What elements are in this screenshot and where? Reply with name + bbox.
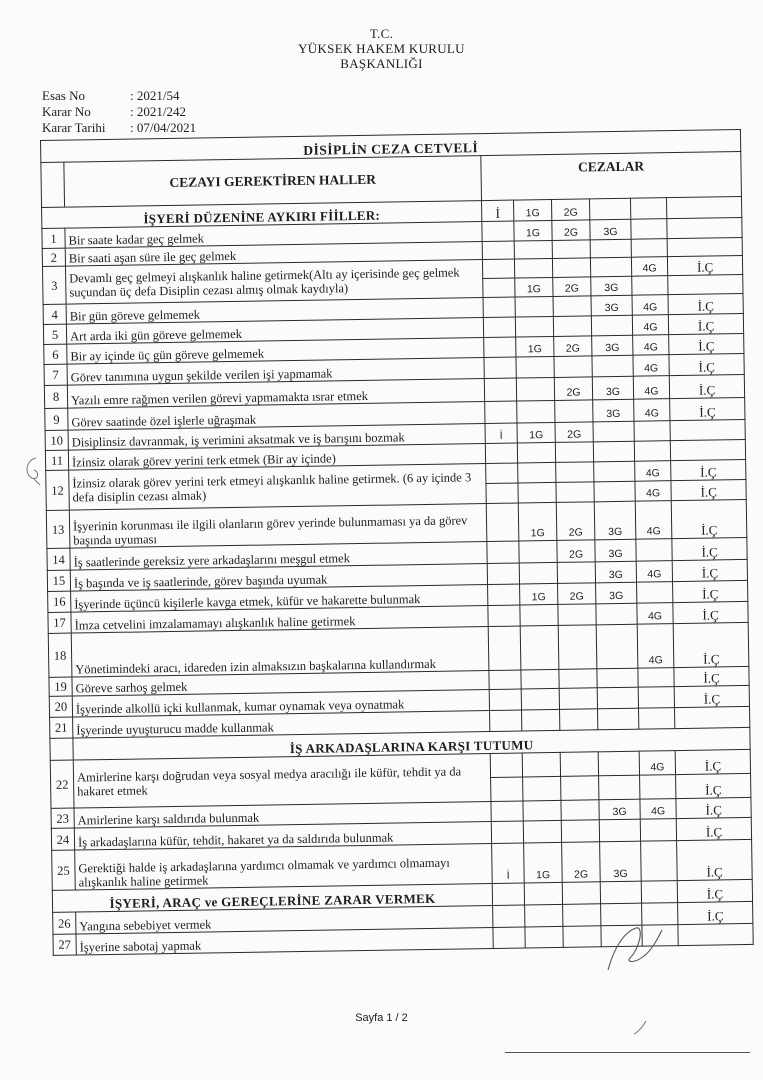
meta-value: : 07/04/2021	[130, 120, 197, 135]
penalty-cell: 3G	[594, 501, 636, 540]
penalty-cell	[482, 241, 514, 260]
penalty-cell: İ.Ç	[676, 817, 751, 840]
penalty-cell	[594, 481, 635, 502]
row-number: 17	[48, 612, 71, 633]
penalty-cell: 2G	[562, 842, 601, 883]
penalty-cell: 4G	[632, 295, 668, 316]
row-number: 4	[43, 304, 66, 324]
penalty-cell	[515, 296, 553, 317]
penalty-cell: 3G	[591, 295, 632, 316]
row-description: Yangına sebebiyet vermek	[76, 905, 493, 934]
penalty-cell: İ.Ç	[673, 580, 748, 602]
penalty-cell	[519, 540, 557, 563]
penalty-cell	[560, 709, 598, 731]
penalty-cell	[484, 337, 516, 358]
penalty-cell: 2G	[554, 336, 592, 357]
penalty-cell: İ.Ç	[671, 479, 746, 500]
row-number: 26	[53, 912, 76, 934]
penalty-cell	[483, 297, 515, 318]
penalty-cell	[631, 219, 667, 240]
penalty-cell	[561, 776, 599, 801]
row-description: Gerektiği halde iş arkadaşlarına yardımcı olmamak ve yardımcı olmamayı alışkanlık haline getirmek	[75, 843, 493, 890]
penalty-cell: 2G	[558, 583, 596, 605]
meta-esas	[42, 88, 196, 104]
penalty-cell: İ.Ç	[674, 666, 749, 686]
penalty-cell: 1G	[514, 220, 552, 241]
row-number: 27	[53, 934, 76, 955]
penalty-cell	[554, 356, 592, 378]
handwritten-signature	[600, 918, 670, 978]
meta-karar-tarihi	[42, 120, 196, 136]
row-number: 6	[44, 344, 67, 364]
row-description: İşyerinde uyuşturucu madde kullanmak	[73, 711, 490, 739]
penalty-cell: 4G	[635, 501, 672, 540]
row-number: 20	[49, 696, 72, 717]
penalty-cell	[487, 541, 519, 563]
row-number: 12	[46, 470, 70, 510]
column-header-cases: CEZAYI GEREKTİREN HALLER	[64, 156, 482, 208]
penalty-cell	[522, 709, 560, 731]
penalty-cell: İ.Ç	[672, 559, 747, 581]
penalty-cell: İ.Ç	[668, 313, 743, 334]
penalty-cell: 4G	[635, 461, 671, 482]
meta-label: Karar No	[42, 104, 91, 119]
penalty-cell: 4G	[640, 799, 676, 820]
penalty-cell	[666, 196, 741, 218]
meta-label: Esas No	[42, 88, 85, 103]
penalty-cell: 3G	[592, 335, 633, 356]
penalty-cell: 4G	[631, 257, 667, 277]
penalty-cell: İ	[492, 843, 525, 883]
row-number: 9	[45, 408, 68, 430]
penalty-cell: 4G	[634, 399, 670, 422]
penalty-cell	[487, 563, 519, 585]
row-number: 14	[47, 548, 70, 570]
row-number: 25	[52, 850, 76, 890]
header-tc: T.C.	[369, 26, 394, 41]
penalty-cell	[600, 881, 641, 904]
penalty-cell	[486, 503, 519, 541]
penalty-cell: 2G	[557, 540, 595, 563]
penalty-cell	[515, 316, 553, 337]
penalty-cell: 4G	[639, 751, 675, 776]
row-number: 16	[48, 591, 71, 612]
penalty-cell: 3G	[600, 841, 642, 882]
penalty-cell	[599, 819, 640, 842]
row-description: Bir ay içinde üç gün göreve gelmemek	[67, 338, 484, 365]
penalty-cell	[561, 820, 599, 843]
penalty-cell	[490, 710, 522, 732]
penalty-cell	[641, 881, 677, 904]
penalty-cell	[489, 689, 521, 711]
penalty-cell	[596, 603, 637, 625]
penalty-cell	[514, 258, 552, 278]
row-description: İzinsiz olarak görev yerini terk etmeyi alışkanlık haline getirmek. (6 ay içinde 3 defa disiplin cezası almak)	[69, 464, 487, 511]
penalty-cell	[482, 259, 514, 279]
penalty-cell	[483, 278, 515, 298]
penalty-cell: İ.Ç	[671, 499, 747, 538]
row-description: Art arda iki gün göreve gelmemek	[66, 318, 483, 345]
penalty-cell	[562, 882, 600, 905]
penalty-cell: 1G	[514, 199, 552, 221]
penalty-cell: İ.Ç	[677, 839, 753, 880]
page-number: Sayfa 1 / 2	[355, 1012, 408, 1024]
penalty-cell	[558, 625, 597, 670]
penalty-cell	[597, 687, 638, 709]
penalty-cell	[483, 317, 515, 338]
penalty-cell: İ.Ç	[674, 685, 749, 707]
row-number: 13	[46, 510, 70, 548]
row-description: Yönetimindeki aracı, idareden izin almaksızın başkalarına kullandırmak	[71, 627, 489, 678]
penalty-cell	[561, 800, 599, 821]
penalty-cell: İ.Ç	[669, 353, 744, 375]
penalty-cell	[667, 237, 742, 256]
penalty-cell	[674, 706, 749, 728]
penalty-cell: İ.Ç	[673, 601, 748, 623]
penalty-cell	[598, 751, 639, 776]
penalty-cell	[590, 257, 631, 277]
row-description: İşyerinin korunması ile ilgili olanların görev yerinde bulunmaması ya da görev başında uyuması	[69, 504, 487, 549]
penalty-cell: 3G	[596, 582, 637, 604]
penalty-cell: 2G	[553, 277, 591, 297]
row-description: İşyerinde alkollü içki kullanmak, kumar oynamak veya oynatmak	[72, 690, 489, 718]
penalty-cell	[492, 883, 524, 905]
row-description: İşyerinde üçüncü kişilerle kavga etmek, küfür ve hakarette bulunmak	[71, 585, 488, 613]
penalty-cell	[556, 462, 594, 483]
row-number: 23	[51, 808, 74, 828]
penalty-cell	[482, 221, 514, 242]
table-title: DİSİPLİN CEZA CETVELİ	[41, 129, 741, 162]
row-number: 22	[50, 760, 74, 808]
penalty-cell	[485, 401, 517, 423]
section-heading: İŞYERİ, ARAÇ ve GEREÇLERİNE ZARAR VERMEK	[52, 883, 492, 912]
penalty-cell	[634, 441, 670, 462]
penalty-cell: İ.Ç	[667, 255, 742, 275]
penalty-cell: 4G	[637, 624, 674, 669]
penalty-cell	[598, 708, 639, 730]
row-number: 10	[45, 430, 68, 450]
penalty-cell	[517, 442, 555, 463]
penalty-cell: İ.Ç	[673, 622, 749, 667]
penalty-cell: 1G	[516, 336, 554, 357]
penalty-cell	[634, 421, 670, 442]
penalty-cell	[640, 775, 676, 800]
penalty-cell	[518, 462, 556, 483]
penalty-cell	[631, 239, 667, 258]
penalty-cell	[518, 482, 556, 503]
row-description: İmza cetvelini imzalamamayı alışkanlık haline getirmek	[71, 606, 488, 634]
penalty-cell: İ.Ç	[672, 537, 747, 560]
penalty-cell	[520, 604, 558, 626]
penalty-cell	[491, 801, 523, 822]
handwritten-mark	[22, 452, 46, 488]
penalty-cell: 4G	[633, 355, 669, 377]
penalty-cell	[593, 421, 634, 442]
penalty-cell	[667, 217, 742, 238]
penalty-cell: İ.Ç	[671, 459, 746, 480]
penalty-cell: 1G	[518, 502, 557, 541]
penalty-cell: 3G	[591, 276, 632, 296]
penalty-cell: İ.Ç	[678, 901, 753, 924]
penalty-cell: 1G	[524, 842, 563, 883]
row-description: Bir saati aşan süre ile geç gelmek	[65, 242, 482, 267]
penalty-cell: İ.Ç	[670, 397, 745, 420]
row-number: 8	[44, 385, 67, 408]
penalty-cell	[520, 625, 559, 670]
penalty-cell	[484, 357, 516, 379]
column-header-penalties: CEZALAR	[481, 151, 742, 200]
penalty-cell: 1G	[515, 277, 553, 297]
case-meta	[42, 88, 196, 136]
penalty-cell	[637, 582, 673, 604]
penalty-cell: 3G	[590, 219, 631, 240]
row-description: İzinsiz olarak görev yerini terk etmek (Bir ay içinde)	[68, 444, 485, 471]
penalty-cell: 3G	[595, 539, 636, 562]
penalty-cell	[640, 819, 676, 842]
penalty-cell: 2G	[552, 220, 590, 241]
penalty-cell	[670, 419, 745, 440]
penalty-cell	[630, 198, 666, 220]
penalty-cell	[553, 316, 591, 337]
penalty-cell: 4G	[637, 603, 673, 625]
penalty-cell: 4G	[633, 335, 669, 356]
row-description: Göreve sarhoş gelmek	[72, 671, 489, 697]
penalty-cell	[486, 483, 518, 504]
penalty-cell	[488, 584, 520, 606]
row-description: Disiplinsiz davranmak, iş verimini aksatmak ve iş barışını bozmak	[68, 424, 485, 451]
penalty-cell	[670, 439, 745, 460]
penalty-cell	[493, 927, 525, 949]
penalty-cell: İ.Ç	[669, 333, 744, 354]
penalty-cell	[636, 539, 672, 562]
penalty-cell	[596, 624, 638, 669]
row-description: Amirlerine karşı doğrudan veya sosyal medya aracılığı ile küfür, tehdit ya da hakaret etmek	[73, 754, 491, 809]
penalty-cell: 3G	[593, 399, 634, 422]
penalty-cell	[678, 923, 753, 945]
penalty-cell	[519, 562, 557, 584]
row-description: Bir gün göreve gelmemek	[66, 298, 483, 325]
penalty-cell	[592, 355, 633, 377]
penalty-cell: 2G	[556, 502, 595, 541]
penalty-cell: 4G	[633, 376, 669, 400]
row-number: 15	[47, 570, 70, 591]
penalty-cell	[491, 777, 523, 801]
penalty-cell	[591, 315, 632, 336]
penalty-sheet	[40, 129, 753, 956]
header-institution: YÜKSEK HAKEM KURULU	[298, 41, 465, 56]
penalty-cell: İ.Ç	[676, 797, 751, 818]
penalty-cell	[485, 443, 517, 464]
penalty-cell: 2G	[555, 422, 593, 443]
penalty-cell	[559, 669, 597, 689]
penalty-cell	[638, 687, 674, 709]
row-description: Devamlı geç gelmeyi alışkanlık haline getirmek(Altı ay içerisinde geç gelmek suçundan üç defa Disiplin cezası almış olmak kaydıyla)	[65, 260, 483, 305]
penalty-cell: 1G	[520, 583, 558, 605]
penalty-cell	[524, 882, 562, 905]
header-spacer	[41, 162, 65, 207]
penalty-cell	[599, 775, 640, 800]
row-description: Yazılı emre rağmen verilen görevi yapmamakta ısrar etmek	[67, 379, 484, 409]
penalty-cell	[490, 753, 522, 777]
penalty-cell	[560, 752, 598, 777]
row-number	[50, 738, 73, 760]
penalty-cell	[593, 441, 634, 462]
penalty-cell	[597, 668, 638, 688]
meta-karar	[42, 104, 196, 120]
penalty-cell	[641, 841, 678, 882]
row-number: 5	[43, 324, 66, 344]
row-number: 7	[44, 364, 67, 385]
row-description: İşyerine sabotaj yapmak	[76, 927, 493, 955]
penalty-cell: İ.Ç	[676, 773, 751, 798]
penalty-cell	[517, 400, 555, 423]
row-number: 1	[42, 228, 65, 248]
row-number: 2	[42, 248, 65, 266]
penalty-cell: İ	[482, 200, 514, 222]
penalty-cell	[638, 668, 674, 688]
header-office: BAŞKANLIĞI	[340, 56, 423, 71]
penalty-cell	[555, 442, 593, 463]
penalty-cell	[525, 904, 563, 927]
row-description: İş saatlerinde gereksiz yere arkadaşlarını meşgul etmek	[70, 542, 487, 571]
meta-label: Karar Tarihi	[42, 120, 106, 135]
penalty-cell	[590, 239, 631, 258]
penalty-cell	[632, 276, 668, 296]
row-number: 24	[51, 828, 74, 850]
penalty-table-body	[41, 129, 754, 955]
row-description: Amirlerine karşı saldırıda bulunmak	[74, 801, 491, 828]
penalty-cell: 2G	[554, 377, 592, 401]
penalty-cell: 3G	[599, 799, 640, 820]
signature-line	[505, 1052, 750, 1053]
penalty-cell	[558, 604, 596, 626]
penalty-cell: 1G	[517, 422, 555, 443]
penalty-cell	[523, 820, 561, 843]
penalty-cell: 4G	[635, 481, 671, 502]
penalty-cell	[484, 378, 516, 401]
penalty-cell: İ	[485, 423, 517, 444]
penalty-cell: 4G	[632, 315, 668, 336]
row-description: Görev saatinde özel işlerle uğraşmak	[68, 402, 485, 431]
penalty-cell	[489, 670, 521, 690]
row-description: Görev tanımına uygun şekilde verilen işi yapmamak	[67, 358, 484, 386]
penalty-cell	[488, 626, 521, 670]
penalty-cell	[557, 562, 595, 584]
meta-value: : 2021/54	[130, 88, 180, 103]
penalty-cell	[525, 926, 563, 948]
penalty-cell	[523, 776, 561, 801]
penalty-cell	[552, 258, 590, 278]
meta-value: : 2021/242	[130, 104, 186, 119]
penalty-cell	[553, 296, 591, 317]
penalty-cell	[668, 274, 743, 294]
penalty-cell	[594, 461, 635, 482]
penalty-cell	[521, 669, 559, 689]
penalty-cell: İ.Ç	[677, 879, 752, 902]
row-number: 18	[48, 633, 72, 677]
penalty-cell	[493, 905, 525, 927]
penalty-cell	[522, 752, 560, 777]
penalty-cell	[491, 821, 523, 843]
penalty-cell: 3G	[595, 561, 636, 583]
penalty-cell: İ.Ç	[668, 293, 743, 314]
penalty-cell	[521, 688, 559, 710]
penalty-cell: 4G	[636, 561, 672, 583]
row-number: 21	[50, 717, 73, 738]
penalty-cell	[589, 198, 630, 220]
penalty-cell	[555, 400, 593, 423]
penalty-cell	[514, 240, 552, 259]
penalty-cell	[488, 605, 520, 627]
penalty-cell: İ.Ç	[675, 749, 750, 774]
penalty-cell	[516, 377, 554, 401]
penalty-cell	[559, 688, 597, 710]
penalty-cell	[563, 904, 601, 927]
penalty-cell	[556, 482, 594, 503]
penalty-cell	[516, 356, 554, 378]
penalty-cell: 3G	[592, 376, 633, 400]
section-heading: İŞ ARKADAŞLARINA KARŞI TUTUMU	[73, 727, 750, 760]
penalty-cell	[523, 800, 561, 821]
penalty-cell: İ.Ç	[669, 374, 744, 398]
row-number: 19	[49, 677, 72, 696]
penalty-cell	[552, 240, 590, 259]
row-description: Bir saate kadar geç gelmek	[65, 222, 482, 249]
section-heading: İŞYERİ DÜZENİNE AYKIRI FİİLLER:	[42, 201, 482, 229]
penalty-cell	[563, 926, 601, 948]
penalty-table	[40, 129, 754, 956]
row-description: İş başında ve iş saatlerinde, görev başında uyumak	[70, 564, 487, 592]
penalty-cell: 2G	[551, 199, 589, 221]
penalty-cell	[638, 708, 674, 730]
penalty-cell	[486, 463, 518, 484]
row-description: İş arkadaşlarına küfür, tehdit, hakaret ya da saldırıda bulunmak	[74, 821, 491, 850]
row-number: 3	[42, 266, 66, 304]
row-number: 11	[45, 450, 68, 470]
